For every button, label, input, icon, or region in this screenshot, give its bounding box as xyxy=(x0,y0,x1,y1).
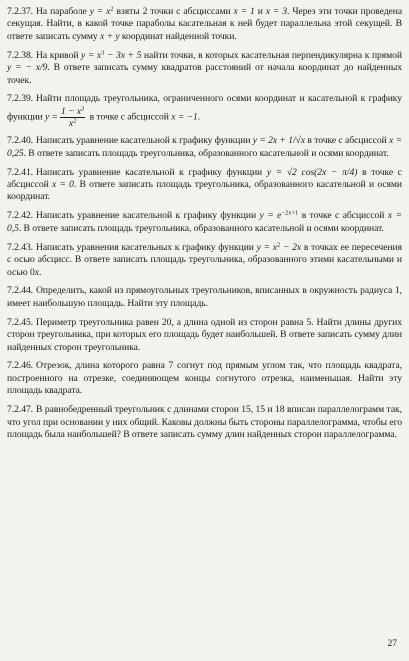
problem-7-2-42 xyxy=(7,210,402,235)
problem-7-2-40 xyxy=(7,135,402,160)
problem-7-2-39 xyxy=(7,93,402,128)
problem-text: Написать уравнение касательной к графику функции xyxy=(36,210,260,222)
formula: x xyxy=(34,266,39,278)
formula: y = 2x + 1/√x xyxy=(252,135,305,147)
problem-text: . В ответе записать площадь треугольника, образованного касательной и осями координат. xyxy=(23,147,389,159)
problem-number: 7.2.47. xyxy=(7,404,34,416)
formula: y = √2 cos(2x − π/4) xyxy=(266,166,358,178)
problem-text: Определить, какой из прямоугольных треугольников, вписанных в окружность радиуса 1, имеет наибольшую площадь. Найти эту площадь. xyxy=(7,285,402,309)
formula: x + y xyxy=(100,30,120,42)
problem-number: 7.2.44. xyxy=(7,285,34,297)
problem-text: Периметр треугольника равен 20, а длина одной из сторон равна 5. Найти длины других сторон треугольника, при которых его площадь будет наибольшей. В ответе записать сумму длин найденных сторон треугольника. xyxy=(7,316,402,353)
problem-text: На кривой xyxy=(36,49,82,61)
problem-7-2-46 xyxy=(7,360,402,397)
exponent: −2x+1 xyxy=(281,209,299,217)
problem-text: . xyxy=(38,266,42,278)
problem-number: 7.2.42. xyxy=(7,210,34,222)
problem-text: . В ответе записать площадь треугольника, образованного касательной и осями координат. xyxy=(18,222,384,234)
problem-7-2-44 xyxy=(7,285,402,310)
exponent: 2 xyxy=(276,241,281,249)
formula: x = −1 xyxy=(171,111,198,123)
problem-number: 7.2.39. xyxy=(7,93,34,105)
problem-text: и xyxy=(254,6,266,17)
problem-text: Написать уравнение касательной к графику функции xyxy=(36,135,253,147)
formula: y = x xyxy=(256,241,277,253)
formula: y = x xyxy=(81,49,102,61)
problem-number: 7.2.43. xyxy=(7,241,34,253)
problem-text: . В ответе записать сумму квадратов расстояний от начала координат до найденных точек. xyxy=(7,62,402,86)
problem-text: Отрезок, длина которого равна 7 согнут под прямым углом так, что площадь квадрата, построенного на отрезке, соединяющем концы согнутого отрезка, наименьшая. Найти эту площадь квадрата. xyxy=(7,360,402,397)
problem-number: 7.2.37. xyxy=(7,6,34,17)
problem-text: в точке с абсциссой xyxy=(305,135,390,147)
problem-7-2-38 xyxy=(7,50,402,87)
problem-text: в точках ее пересечения с осью абсцисс. В ответе записать площадь треугольника, образованного этими касательными и осью 0 xyxy=(7,241,403,278)
denominator: x xyxy=(68,117,74,129)
problem-number: 7.2.38. xyxy=(7,49,34,61)
problem-text: Найти площадь треугольника, ограниченного осями координат и касательной к графику функции xyxy=(7,93,402,123)
problem-text: Написать уравнения касательных к графику функции xyxy=(36,241,257,253)
fraction xyxy=(60,106,85,129)
problem-number: 7.2.41. xyxy=(7,166,34,178)
problem-text: взяты 2 точки с абсциссами xyxy=(113,6,234,17)
problem-text: На параболе xyxy=(36,6,90,17)
formula: y = x xyxy=(89,6,111,17)
exponent: 2 xyxy=(73,117,77,125)
problem-text: в точке с абсциссой xyxy=(7,166,403,191)
exponent: 2 xyxy=(110,5,114,13)
formula: x = 0 xyxy=(51,179,74,191)
formula: x = 1 xyxy=(233,6,255,17)
numerator: 1 − x xyxy=(60,105,82,117)
problem-text: в точке с абсциссой xyxy=(298,210,388,222)
problem-number: 7.2.40. xyxy=(7,135,34,147)
formula: − 3x + 5 xyxy=(104,49,142,61)
problem-number: 7.2.46. xyxy=(7,360,34,372)
formula: y = − x/9 xyxy=(7,62,48,74)
formula: x = 3 xyxy=(265,6,288,17)
problem-7-2-47 xyxy=(7,404,402,441)
problem-number: 7.2.45. xyxy=(7,316,34,328)
problem-7-2-41 xyxy=(7,167,402,204)
formula: − 2x xyxy=(280,241,302,253)
problem-text: координат найденной точки. xyxy=(119,30,237,42)
formula: x = 0,5 xyxy=(7,210,403,234)
problem-text: В равнобедренный треугольник с длинами сторон 15, 15 и 18 вписан параллелограмм так, что угол при основании у них общий. Каковы должны быть стороны параллелограмма, чтобы его площадь была наибольшей? В ответе записать сумму длин найденных сторон параллелограмма. xyxy=(7,404,402,440)
formula: y = xyxy=(44,111,58,123)
problem-7-2-43 xyxy=(7,242,402,279)
problem-text: . Через эти точки проведена секущая. Найти, в какой точке параболы касательная к ней будет параллельна этой секущей. В ответе записать сумму xyxy=(7,6,403,42)
problem-text: . xyxy=(197,111,201,123)
problem-7-2-45 xyxy=(7,317,402,354)
formula: x = 0,25 xyxy=(7,135,403,159)
formula: y = e xyxy=(259,210,282,222)
page-number: 27 xyxy=(387,639,397,649)
problem-text: Написать уравнение касательной к графику функции xyxy=(36,166,267,178)
exponent: 3 xyxy=(101,49,105,57)
problem-text: в точке с абсциссой xyxy=(87,111,172,123)
problem-text: . В ответе записать площадь треугольника, образованного касательной и осями координат. xyxy=(7,179,403,203)
exponent: 3 xyxy=(81,105,85,113)
problem-text: найти точки, в которых касательная перпендикулярна к прямой xyxy=(141,49,402,61)
problem-7-2-37 xyxy=(7,6,402,43)
